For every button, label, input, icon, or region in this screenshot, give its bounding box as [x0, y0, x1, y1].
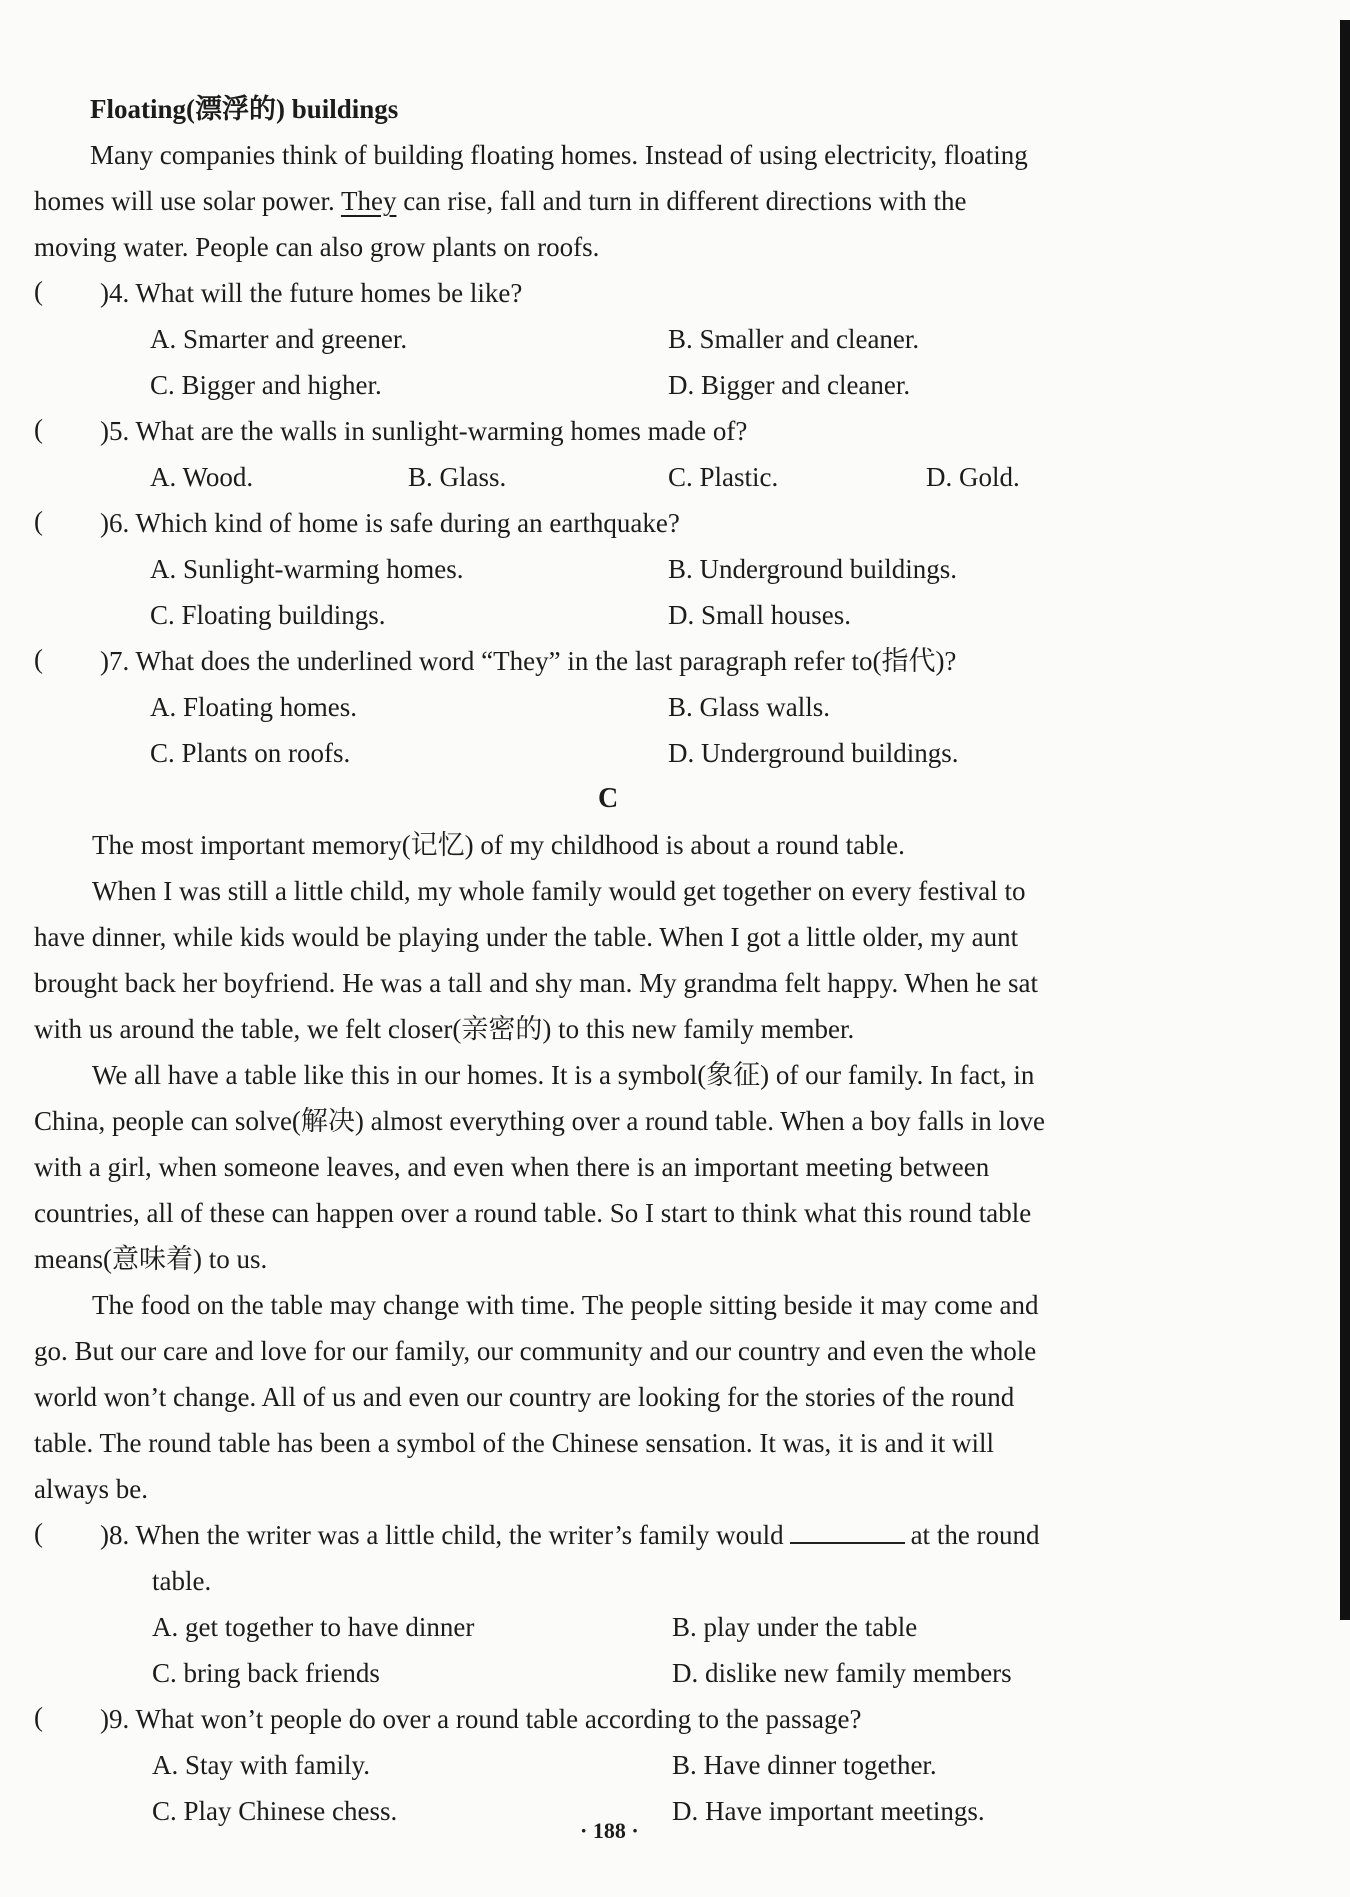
paragraph-line: brought back her boyfriend. He was a tall and shy man. My grandma felt happy. When he sat	[34, 968, 1038, 998]
option: C. Bigger and higher.	[150, 370, 382, 400]
answer-paren: (	[34, 414, 43, 444]
paragraph-line: means(意味着) to us.	[34, 1244, 268, 1274]
option: A. Stay with family.	[152, 1750, 370, 1780]
section-letter: C	[598, 783, 619, 814]
option: A. Floating homes.	[150, 692, 357, 722]
option: C. Plants on roofs.	[150, 738, 351, 768]
paragraph-line: world won’t change. All of us and even our country are looking for the stories of the round	[34, 1382, 1015, 1412]
question-stem: )9. What won’t people do over a round table according to the passage?	[100, 1704, 862, 1734]
paragraph-line: with us around the table, we felt closer(亲密的) to this new family member.	[34, 1014, 855, 1044]
paragraph-line: Many companies think of building floating homes. Instead of using electricity, floating	[90, 140, 1028, 170]
option: B. Glass walls.	[668, 692, 830, 722]
paragraph-line: countries, all of these can happen over a round table. So I start to think what this round table	[34, 1198, 1032, 1228]
paragraph-line: have dinner, while kids would be playing under the table. When I got a little older, my aunt	[34, 922, 1019, 952]
option: D. Bigger and cleaner.	[668, 370, 911, 400]
option: B. Have dinner together.	[672, 1750, 937, 1780]
option: A. Smarter and greener.	[150, 324, 408, 354]
answer-paren: (	[34, 506, 43, 536]
option: D. Gold.	[926, 462, 1020, 492]
answer-paren: (	[34, 1702, 43, 1732]
option: D. Have important meetings.	[672, 1796, 985, 1826]
paragraph-line: The food on the table may change with time. The people sitting beside it may come and	[92, 1290, 1039, 1320]
question-stem: )8. When the writer was a little child, the writer’s family would at the round	[100, 1520, 1040, 1550]
section-heading: Floating(漂浮的) buildings	[90, 94, 399, 124]
paragraph-line: homes will use solar power. They can rise, fall and turn in different directions with the	[34, 186, 967, 216]
option: C. Plastic.	[668, 462, 779, 492]
paragraph-line: China, people can solve(解决) almost everything over a round table. When a boy falls in love	[34, 1106, 1045, 1136]
paragraph-line: moving water. People can also grow plants on roofs.	[34, 232, 600, 262]
option: D. Small houses.	[668, 600, 852, 630]
option: B. Underground buildings.	[668, 554, 957, 584]
option: D. Underground buildings.	[668, 738, 959, 768]
question-stem: )5. What are the walls in sunlight-warming homes made of?	[100, 416, 748, 446]
paragraph-line: When I was still a little child, my whole family would get together on every festival to	[92, 876, 1026, 906]
option: C. Play Chinese chess.	[152, 1796, 398, 1826]
paragraph-line: table. The round table has been a symbol of the Chinese sensation. It was, it is and it will	[34, 1428, 995, 1458]
option: D. dislike new family members	[672, 1658, 1012, 1688]
option: A. Wood.	[150, 462, 254, 492]
question-stem: )4. What will the future homes be like?	[100, 278, 523, 308]
option: C. bring back friends	[152, 1658, 380, 1688]
option: C. Floating buildings.	[150, 600, 386, 630]
question-stem-cont: table.	[152, 1566, 212, 1596]
option: A. get together to have dinner	[152, 1612, 475, 1642]
answer-paren: (	[34, 276, 43, 306]
option: B. Glass.	[408, 462, 507, 492]
underlined-word: They	[340, 186, 397, 216]
paragraph-line: We all have a table like this in our homes. It is a symbol(象征) of our family. In fact, in	[92, 1060, 1035, 1090]
answer-blank	[790, 1518, 905, 1544]
paragraph-line: The most important memory(记忆) of my childhood is about a round table.	[92, 830, 905, 860]
option: A. Sunlight-warming homes.	[150, 554, 464, 584]
question-stem: )6. Which kind of home is safe during an earthquake?	[100, 508, 680, 538]
page-edge-shadow	[1340, 20, 1350, 1620]
option: B. play under the table	[672, 1612, 918, 1642]
option: B. Smaller and cleaner.	[668, 324, 920, 354]
answer-paren: (	[34, 644, 43, 674]
page-number: · 188 ·	[580, 1818, 639, 1843]
question-stem: )7. What does the underlined word “They” in the last paragraph refer to(指代)?	[100, 646, 957, 676]
paragraph-line: always be.	[34, 1474, 148, 1504]
paragraph-line: with a girl, when someone leaves, and even when there is an important meeting between	[34, 1152, 990, 1182]
paragraph-line: go. But our care and love for our family, our community and our country and even the whole	[34, 1336, 1037, 1366]
answer-paren: (	[34, 1518, 43, 1548]
